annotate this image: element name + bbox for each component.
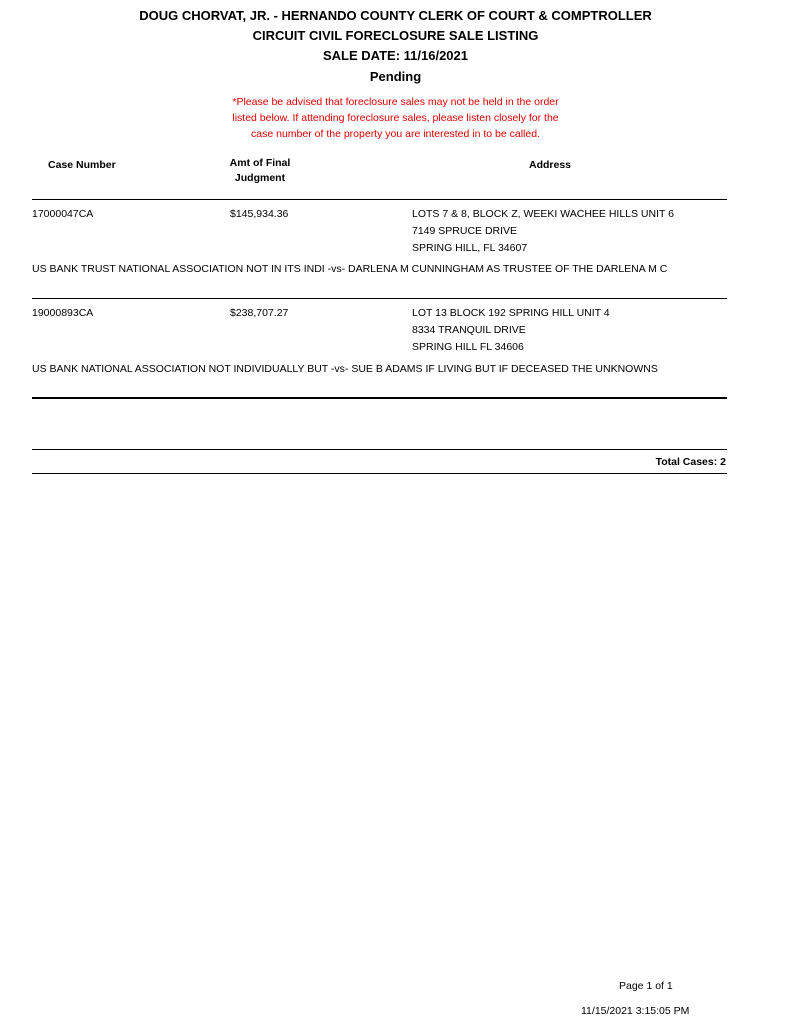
case-parties: US BANK TRUST NATIONAL ASSOCIATION NOT IN ITS INDI -vs- DARLENA M CUNNINGHAM AS TRUSTEE OF THE DARLENA M C: [32, 263, 668, 275]
row-divider: [32, 298, 727, 299]
total-bottom-divider: [32, 473, 727, 474]
column-header-amount-line2: Judgment: [234, 172, 286, 184]
column-header-amount-line1: Amt of Final: [229, 157, 291, 169]
notice-line: *Please be advised that foreclosure sales may not be held in the order: [232, 96, 559, 108]
report-subtitle: CIRCUIT CIVIL FORECLOSURE SALE LISTING: [252, 28, 539, 43]
report-title: DOUG CHORVAT, JR. - HERNANDO COUNTY CLERK OF COURT & COMPTROLLER: [139, 8, 652, 23]
address-line: 7149 SPRUCE DRIVE: [412, 225, 518, 237]
case-parties: US BANK NATIONAL ASSOCIATION NOT INDIVIDUALLY BUT -vs- SUE B ADAMS IF LIVING BUT IF DECEASED THE UNKNOWNS: [32, 363, 658, 375]
address-line: LOT 13 BLOCK 192 SPRING HILL UNIT 4: [412, 307, 610, 319]
judgment-amount: $145,934.36: [230, 208, 289, 220]
address-line: SPRING HILL FL 34606: [412, 341, 524, 353]
status-label: Pending: [369, 69, 422, 84]
total-cases: Total Cases: 2: [655, 456, 726, 468]
page-number: Page 1 of 1: [619, 980, 673, 992]
header-divider: [32, 199, 727, 200]
column-header-address: Address: [528, 159, 571, 171]
judgment-amount: $238,707.27: [230, 307, 289, 319]
column-header-case-number: Case Number: [48, 159, 116, 171]
total-top-divider: [32, 449, 727, 450]
address-line: 8334 TRANQUIL DRIVE: [412, 324, 526, 336]
print-timestamp: 11/15/2021 3:15:05 PM: [581, 1005, 690, 1017]
notice-line: case number of the property you are interested in to be called.: [251, 128, 540, 140]
table-end-divider: [32, 397, 727, 399]
column-header-amount: [210, 156, 310, 186]
notice-line: listed below. If attending foreclosure sales, please listen closely for the: [232, 112, 559, 124]
sale-date: SALE DATE: 11/16/2021: [323, 48, 468, 63]
case-number: 19000893CA: [32, 307, 94, 319]
address-line: SPRING HILL, FL 34607: [412, 242, 528, 254]
address-line: LOTS 7 & 8, BLOCK Z, WEEKI WACHEE HILLS UNIT 6: [412, 208, 674, 220]
case-number: 17000047CA: [32, 208, 94, 220]
